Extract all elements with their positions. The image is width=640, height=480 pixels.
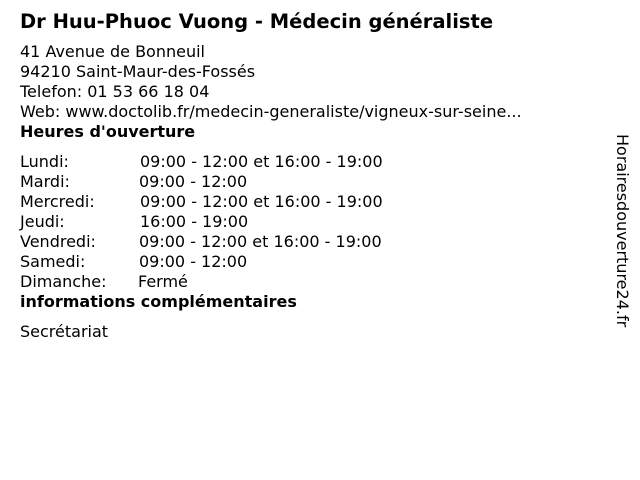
info-text: Secrétariat [20,322,109,341]
hours-row-mardi [20,172,600,192]
hours-table [20,152,600,292]
time-range: 09:00 - 12:00 et 16:00 - 19:00 [139,232,382,251]
website-link[interactable]: Web: www.doctolib.fr/medecin-generaliste/vigneux-sur-seine... [20,102,522,121]
hours-row-mercredi [20,192,600,212]
hours-row-dimanche [20,272,600,292]
time-range: 09:00 - 12:00 [139,172,248,191]
site-watermark-text: Horairesdouverture24.fr [613,134,632,328]
time-range: 09:00 - 12:00 et 16:00 - 19:00 [140,192,383,211]
hours-row-vendredi [20,232,600,252]
day-label: Mardi: [20,172,70,191]
site-watermark [612,134,632,374]
opening-hours-page [20,8,600,342]
hours-row-samedi [20,252,600,272]
day-label: Samedi: [20,252,86,271]
city-address: 94210 Saint-Maur-des-Fossés [20,62,256,81]
info-heading: informations complémentaires [20,292,297,311]
time-range: Fermé [138,272,188,291]
hours-row-lundi [20,152,600,172]
contact-block [20,42,600,122]
day-label: Jeudi: [20,212,65,231]
hours-heading: Heures d'ouverture [20,122,196,141]
page-title: Dr Huu-Phuoc Vuong - Médecin généraliste [20,10,494,33]
day-label: Dimanche: [20,272,107,291]
day-label: Mercredi: [20,192,95,211]
day-label: Vendredi: [20,232,96,251]
day-label: Lundi: [20,152,69,171]
time-range: 09:00 - 12:00 [139,252,248,271]
hours-row-jeudi [20,212,600,232]
time-range: 09:00 - 12:00 et 16:00 - 19:00 [140,152,383,171]
time-range: 16:00 - 19:00 [140,212,249,231]
phone-number: Telefon: 01 53 66 18 04 [20,82,210,101]
street-address: 41 Avenue de Bonneuil [20,42,205,61]
